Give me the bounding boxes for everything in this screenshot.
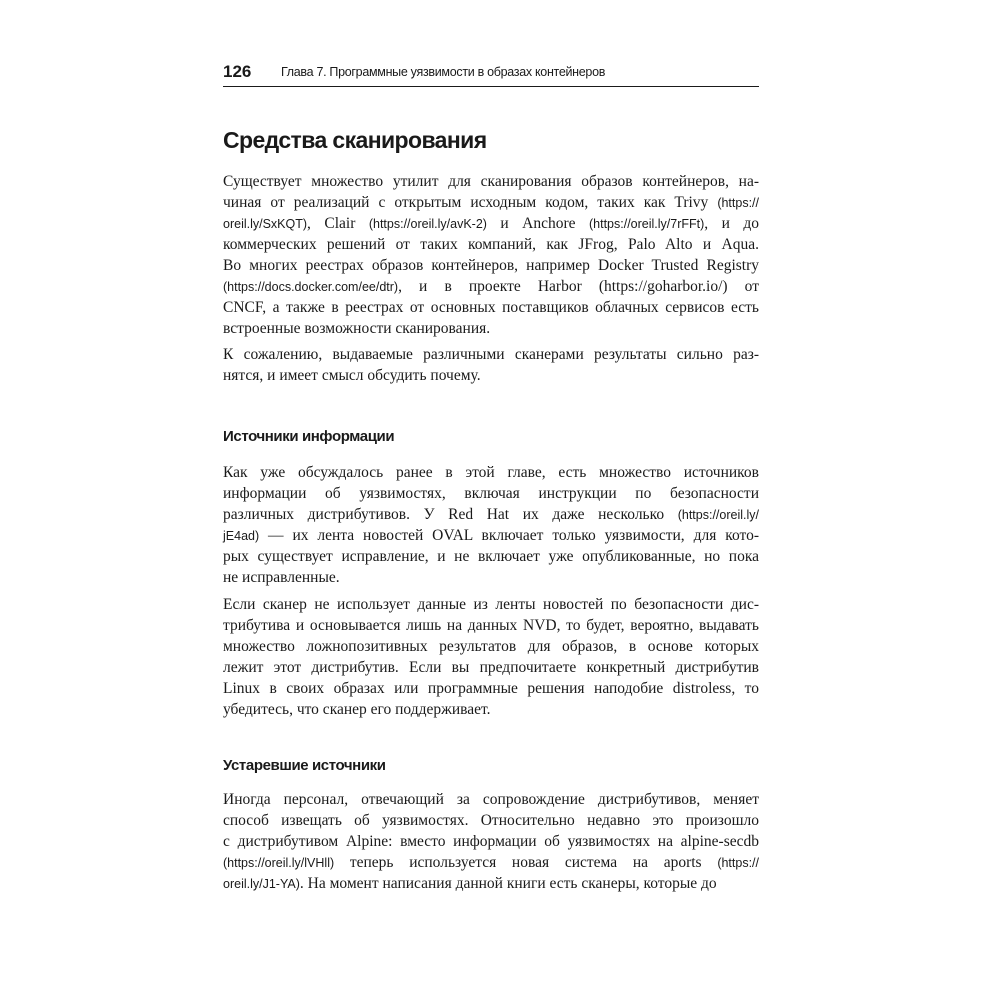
text-run: не исправленные. <box>223 569 340 586</box>
text-line <box>223 789 759 810</box>
text-line <box>223 615 759 636</box>
text-run: трибутива и основывается лишь на данных NVD, то будет, вероятно, выдавать <box>223 617 759 634</box>
text-run: , и до <box>704 215 760 232</box>
text-line <box>223 297 759 318</box>
text-run: Если сканер не использует данные из ленты новостей по безопасности дис- <box>223 596 759 613</box>
url-link[interactable]: (https://oreil.ly/7rFFt) <box>588 217 705 231</box>
text-line <box>223 678 759 699</box>
text-run: нятся, и имеет смысл обсудить почему. <box>223 367 481 384</box>
text-run: коммерческих решений от таких компаний, как JFrog, Palo Alto и Aqua. <box>223 236 759 253</box>
section-paragraph-2 <box>223 344 759 386</box>
text-run: теперь используется новая система на aports <box>334 854 718 871</box>
text-line <box>223 344 759 365</box>
text-line <box>223 483 759 504</box>
url-link[interactable]: (https://docs.docker.com/ee/dtr) <box>223 280 399 294</box>
text-line <box>223 504 759 525</box>
text-run: CNCF, а также в реестрах от основных поставщиков облачных сервисов есть <box>223 299 759 316</box>
url-link[interactable]: oreil.ly/J1-YA) <box>223 877 300 891</box>
url-link[interactable]: jE4ad) <box>223 529 260 543</box>
text-line <box>223 318 759 339</box>
text-line <box>223 192 759 213</box>
text-run: рых существует исправление, и не включает уже опубликованные, но пока <box>223 548 759 565</box>
text-line <box>223 594 759 615</box>
subsection-outdated-paragraph-1 <box>223 789 759 894</box>
text-run: и Anchore <box>486 215 589 232</box>
text-run: встроенные возможности сканирования. <box>223 320 491 337</box>
text-run: Как уже обсуждалось ранее в этой главе, есть множество источников <box>223 464 759 481</box>
text-line <box>223 636 759 657</box>
url-link[interactable]: oreil.ly/SxKQT) <box>223 217 308 231</box>
text-line <box>223 462 759 483</box>
text-run: информации об уязвимостях, включая инструкции по безопасности <box>223 485 759 502</box>
text-run: способ извещать об уязвимостях. Относительно недавно это произошло <box>223 812 759 829</box>
text-line <box>223 831 759 852</box>
url-link[interactable]: (https://oreil.ly/avK-2) <box>368 217 487 231</box>
url-link[interactable]: (https:// <box>717 196 759 210</box>
page-number: 126 <box>223 62 252 81</box>
subsection-title-outdated: Устаревшие источники <box>223 757 386 774</box>
url-link[interactable]: (https://oreil.ly/ <box>677 508 759 522</box>
subsection-sources-paragraph-2 <box>223 594 759 720</box>
text-run: , и в проекте Harbor (https://goharbor.io/) от <box>398 278 759 295</box>
text-line <box>223 657 759 678</box>
text-run: различных дистрибутивов. У Red Hat их даже несколько <box>223 506 678 523</box>
text-run: . На момент написания данной книги есть сканеры, которые до <box>299 875 717 892</box>
text-run: Во многих реестрах образов контейнеров, например Docker Trusted Registry <box>223 257 759 274</box>
url-link[interactable]: (https://oreil.ly/lVHll) <box>223 856 335 870</box>
text-line <box>223 234 759 255</box>
subsection-title-sources: Источники информации <box>223 428 395 445</box>
section-paragraph-1 <box>223 171 759 339</box>
text-run: — их лента новостей OVAL включает только уязвимости, для кото- <box>259 527 759 544</box>
section-title: Средства сканирования <box>223 127 487 153</box>
text-line <box>223 852 759 873</box>
text-run: , Clair <box>307 215 369 232</box>
text-line <box>223 873 759 894</box>
text-line <box>223 255 759 276</box>
text-run: с дистрибутивом Alpine: вместо информации об уязвимостях на alpine-secdb <box>223 833 759 850</box>
text-line <box>223 810 759 831</box>
running-title: Глава 7. Программные уязвимости в образах контейнеров <box>281 65 606 79</box>
text-line <box>223 546 759 567</box>
text-run: лежит этот дистрибутив. Если вы предпочитаете конкретный дистрибутив <box>223 659 759 676</box>
subsection-sources-paragraph-1 <box>223 462 759 588</box>
text-line <box>223 365 759 386</box>
text-run: Иногда персонал, отвечающий за сопровождение дистрибутивов, меняет <box>223 791 759 808</box>
text-run: множество ложнопозитивных результатов для образов, в основе которых <box>223 638 759 655</box>
text-line <box>223 276 759 297</box>
text-line <box>223 525 759 546</box>
text-line <box>223 171 759 192</box>
text-line <box>223 699 759 720</box>
text-run: К сожалению, выдаваемые различными сканерами результаты сильно раз- <box>223 346 759 363</box>
text-line <box>223 213 759 234</box>
text-run: чиная от реализаций с открытым исходным кодом, таких как Trivy <box>223 194 718 211</box>
text-run: убедитесь, что сканер его поддерживает. <box>223 701 491 718</box>
text-run: Существует множество утилит для сканирования образов контейнеров, на- <box>223 173 759 190</box>
url-link[interactable]: (https:// <box>717 856 759 870</box>
page-header <box>223 60 759 87</box>
text-run: Linux в своих образах или программные решения наподобие distroless, то <box>223 680 759 697</box>
text-line <box>223 567 759 588</box>
